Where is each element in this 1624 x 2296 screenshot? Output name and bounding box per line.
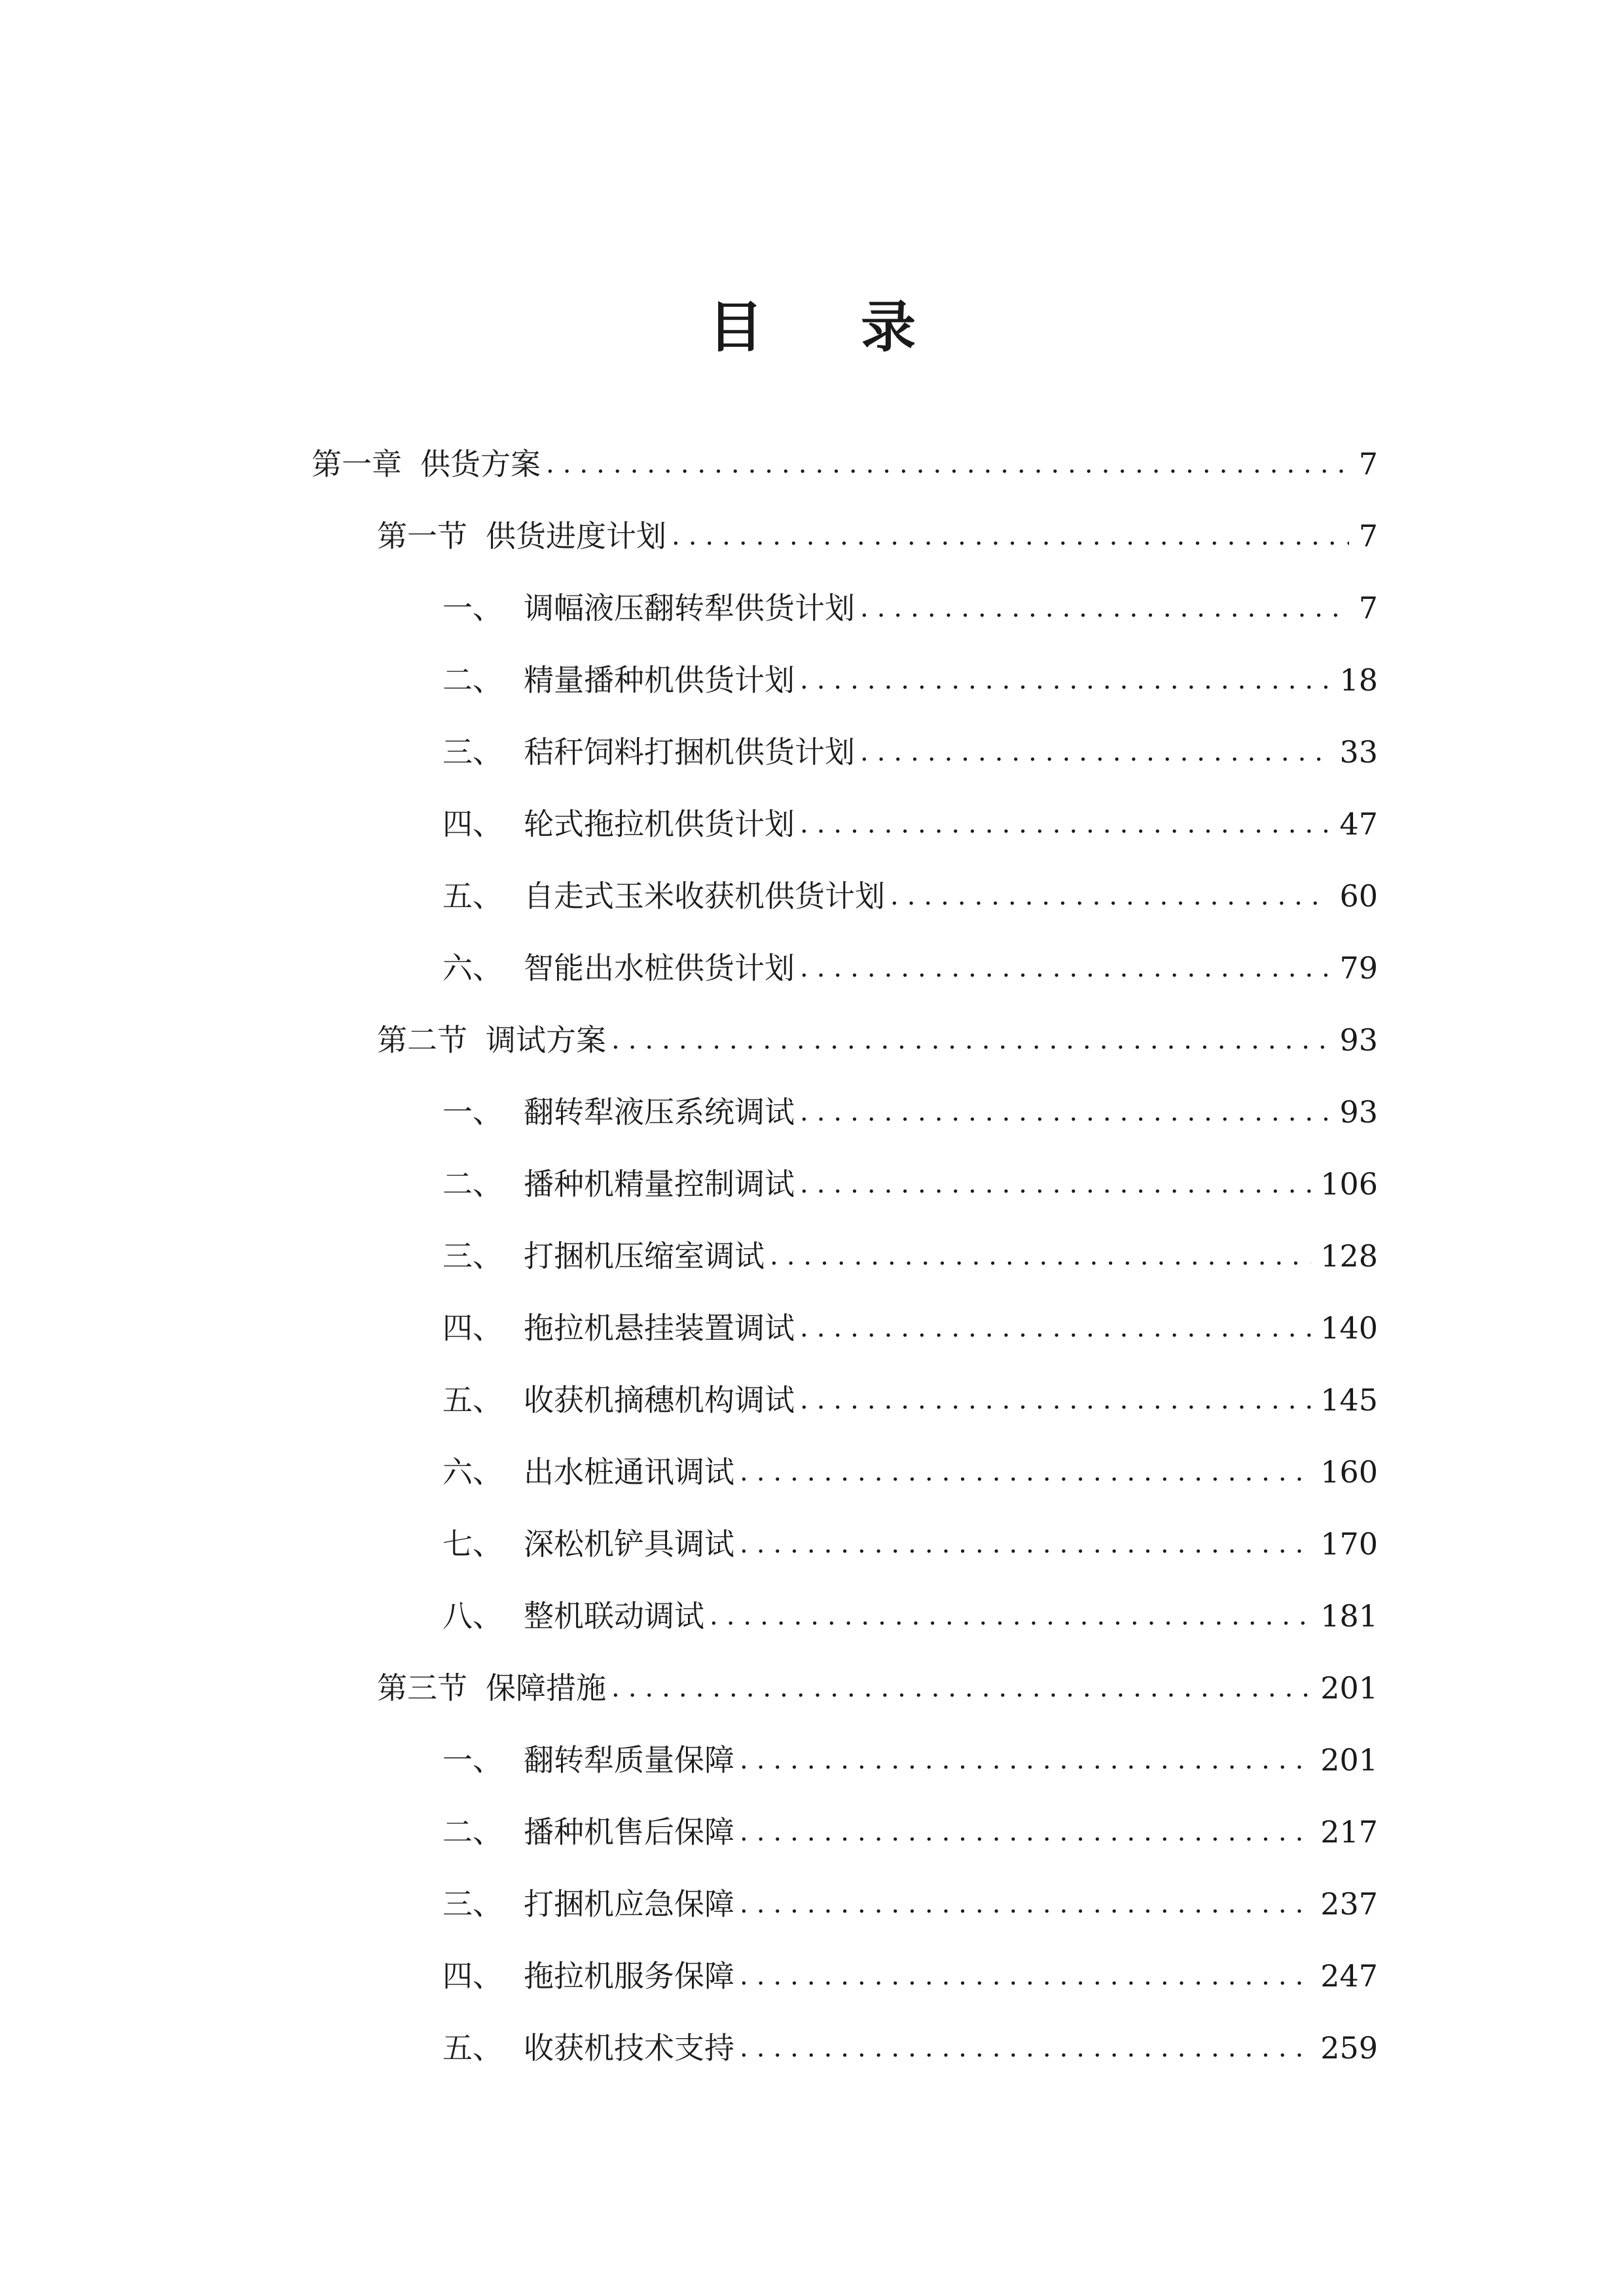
toc-entry-page: 170 <box>1320 1526 1378 1562</box>
toc-entry[interactable] <box>0 500 1624 572</box>
toc-leader-dots <box>800 1164 1311 1204</box>
toc-entry-number: 五、 <box>442 1382 503 1418</box>
toc-entry[interactable] <box>0 1076 1624 1148</box>
toc-entry-number: 第二节 <box>377 1022 467 1058</box>
toc-entry-page: 128 <box>1320 1238 1378 1274</box>
toc-entry[interactable] <box>0 1508 1624 1580</box>
toc-leader-dots <box>672 516 1349 556</box>
toc-entry-title: 拖拉机悬挂装置调试 <box>524 1310 795 1346</box>
toc-leader-dots <box>710 1596 1311 1636</box>
toc-entry[interactable] <box>0 1436 1624 1508</box>
toc-entry-page: 93 <box>1339 1094 1378 1130</box>
toc-entry-title: 供货进度计划 <box>486 518 666 554</box>
toc-entry-page: 18 <box>1339 662 1378 698</box>
toc-entry[interactable] <box>0 932 1624 1004</box>
toc-entry-page: 33 <box>1339 734 1378 770</box>
toc-entry-page: 93 <box>1339 1022 1378 1058</box>
toc-entry-title: 翻转犁液压系统调试 <box>524 1094 795 1130</box>
toc-entry-page: 7 <box>1358 590 1378 626</box>
toc-entry[interactable] <box>0 1364 1624 1436</box>
toc-entry-page: 106 <box>1320 1166 1378 1202</box>
toc-entry-number: 五、 <box>442 878 503 914</box>
toc-leader-dots <box>860 588 1349 628</box>
toc-entry[interactable] <box>0 428 1624 500</box>
toc-leader-dots <box>770 1236 1311 1276</box>
toc-entry-page: 237 <box>1320 1886 1378 1922</box>
toc-entry-title: 收获机摘穗机构调试 <box>524 1382 795 1418</box>
toc-leader-dots <box>546 444 1349 484</box>
toc-entry[interactable] <box>0 1004 1624 1076</box>
toc-entry-number: 三、 <box>442 1238 503 1274</box>
toc-leader-dots <box>740 1956 1311 1996</box>
toc-entry-page: 47 <box>1339 806 1378 842</box>
toc-leader-dots <box>740 1740 1311 1780</box>
toc-leader-dots <box>860 732 1330 772</box>
toc-entry-title: 调试方案 <box>486 1022 606 1058</box>
toc-entry-page: 259 <box>1320 2030 1378 2066</box>
toc-entry-title: 播种机售后保障 <box>524 1814 734 1850</box>
toc-entry-page: 247 <box>1320 1958 1378 1994</box>
toc-leader-dots <box>800 1308 1311 1348</box>
toc-entry-number: 三、 <box>442 734 503 770</box>
toc-entry-title: 收获机技术支持 <box>524 2030 734 2066</box>
toc-entry-number: 二、 <box>442 1814 503 1850</box>
toc-leader-dots <box>740 1812 1311 1852</box>
toc-entry-number: 四、 <box>442 1310 503 1346</box>
toc-entry-page: 7 <box>1358 446 1378 482</box>
toc-entry-title: 供货方案 <box>420 446 541 482</box>
toc-leader-dots <box>800 1380 1311 1420</box>
toc-entry-title: 深松机铲具调试 <box>524 1526 734 1562</box>
toc-entry-title: 保障措施 <box>486 1670 606 1706</box>
toc-entry-number: 六、 <box>442 1454 503 1490</box>
toc-leader-dots <box>800 660 1330 700</box>
toc-entry[interactable] <box>0 1580 1624 1652</box>
toc-entry-page: 217 <box>1320 1814 1378 1850</box>
toc-entry-number: 一、 <box>442 1094 503 1130</box>
toc-leader-dots <box>611 1668 1311 1708</box>
toc-entry-title: 整机联动调试 <box>524 1598 704 1634</box>
toc-entry[interactable] <box>0 788 1624 860</box>
toc-entry-title: 调幅液压翻转犁供货计划 <box>524 590 855 626</box>
toc-leader-dots <box>740 1524 1311 1564</box>
toc-leader-dots <box>890 876 1330 916</box>
toc-leader-dots <box>740 2028 1311 2068</box>
toc-leader-dots <box>740 1884 1311 1924</box>
toc-entry[interactable] <box>0 1292 1624 1364</box>
toc-entry[interactable] <box>0 2012 1624 2084</box>
toc-entry[interactable] <box>0 1652 1624 1724</box>
toc-leader-dots <box>740 1452 1311 1492</box>
toc-entry-title: 智能出水桩供货计划 <box>524 950 795 986</box>
toc-entry-page: 140 <box>1320 1310 1378 1346</box>
toc-entry[interactable] <box>0 644 1624 716</box>
toc-entry-number: 二、 <box>442 662 503 698</box>
toc-entry-title: 秸秆饲料打捆机供货计划 <box>524 734 855 770</box>
toc-entry-title: 翻转犁质量保障 <box>524 1742 734 1778</box>
toc-entry-number: 六、 <box>442 950 503 986</box>
toc-entry-title: 打捆机压缩室调试 <box>524 1238 765 1274</box>
toc-entry-title: 自走式玉米收获机供货计划 <box>524 878 885 914</box>
toc-leader-dots <box>800 948 1330 988</box>
toc-list <box>0 428 1624 2084</box>
toc-entry[interactable] <box>0 572 1624 644</box>
toc-entry-page: 7 <box>1358 518 1378 554</box>
toc-entry-title: 轮式拖拉机供货计划 <box>524 806 795 842</box>
toc-entry-page: 60 <box>1339 878 1378 914</box>
toc-entry-page: 145 <box>1320 1382 1378 1418</box>
toc-entry-title: 出水桩通讯调试 <box>524 1454 734 1490</box>
toc-entry[interactable] <box>0 1868 1624 1940</box>
toc-title: 目 录 <box>708 295 956 359</box>
toc-entry[interactable] <box>0 860 1624 932</box>
toc-leader-dots <box>611 1020 1330 1060</box>
toc-entry-number: 一、 <box>442 590 503 626</box>
toc-entry[interactable] <box>0 1220 1624 1292</box>
toc-entry-title: 打捆机应急保障 <box>524 1886 734 1922</box>
toc-entry-page: 201 <box>1320 1670 1378 1706</box>
toc-entry-number: 四、 <box>442 806 503 842</box>
toc-entry[interactable] <box>0 1796 1624 1868</box>
toc-entry-page: 79 <box>1339 950 1378 986</box>
toc-entry[interactable] <box>0 1940 1624 2012</box>
toc-entry-title: 拖拉机服务保障 <box>524 1958 734 1994</box>
toc-entry-number: 四、 <box>442 1958 503 1994</box>
toc-entry-number: 七、 <box>442 1526 503 1562</box>
toc-entry-number: 第一节 <box>377 518 467 554</box>
toc-entry[interactable] <box>0 716 1624 788</box>
toc-entry[interactable] <box>0 1148 1624 1220</box>
toc-entry-title: 播种机精量控制调试 <box>524 1166 795 1202</box>
toc-entry[interactable] <box>0 1724 1624 1796</box>
toc-entry-number: 二、 <box>442 1166 503 1202</box>
toc-leader-dots <box>800 804 1330 844</box>
toc-leader-dots <box>800 1092 1330 1132</box>
toc-entry-title: 精量播种机供货计划 <box>524 662 795 698</box>
toc-entry-number: 五、 <box>442 2030 503 2066</box>
toc-entry-page: 181 <box>1320 1598 1378 1634</box>
toc-entry-page: 201 <box>1320 1742 1378 1778</box>
toc-entry-page: 160 <box>1320 1454 1378 1490</box>
toc-entry-number: 三、 <box>442 1886 503 1922</box>
toc-entry-number: 八、 <box>442 1598 503 1634</box>
toc-entry-number: 第一章 <box>312 446 402 482</box>
toc-entry-number: 一、 <box>442 1742 503 1778</box>
toc-entry-number: 第三节 <box>377 1670 467 1706</box>
